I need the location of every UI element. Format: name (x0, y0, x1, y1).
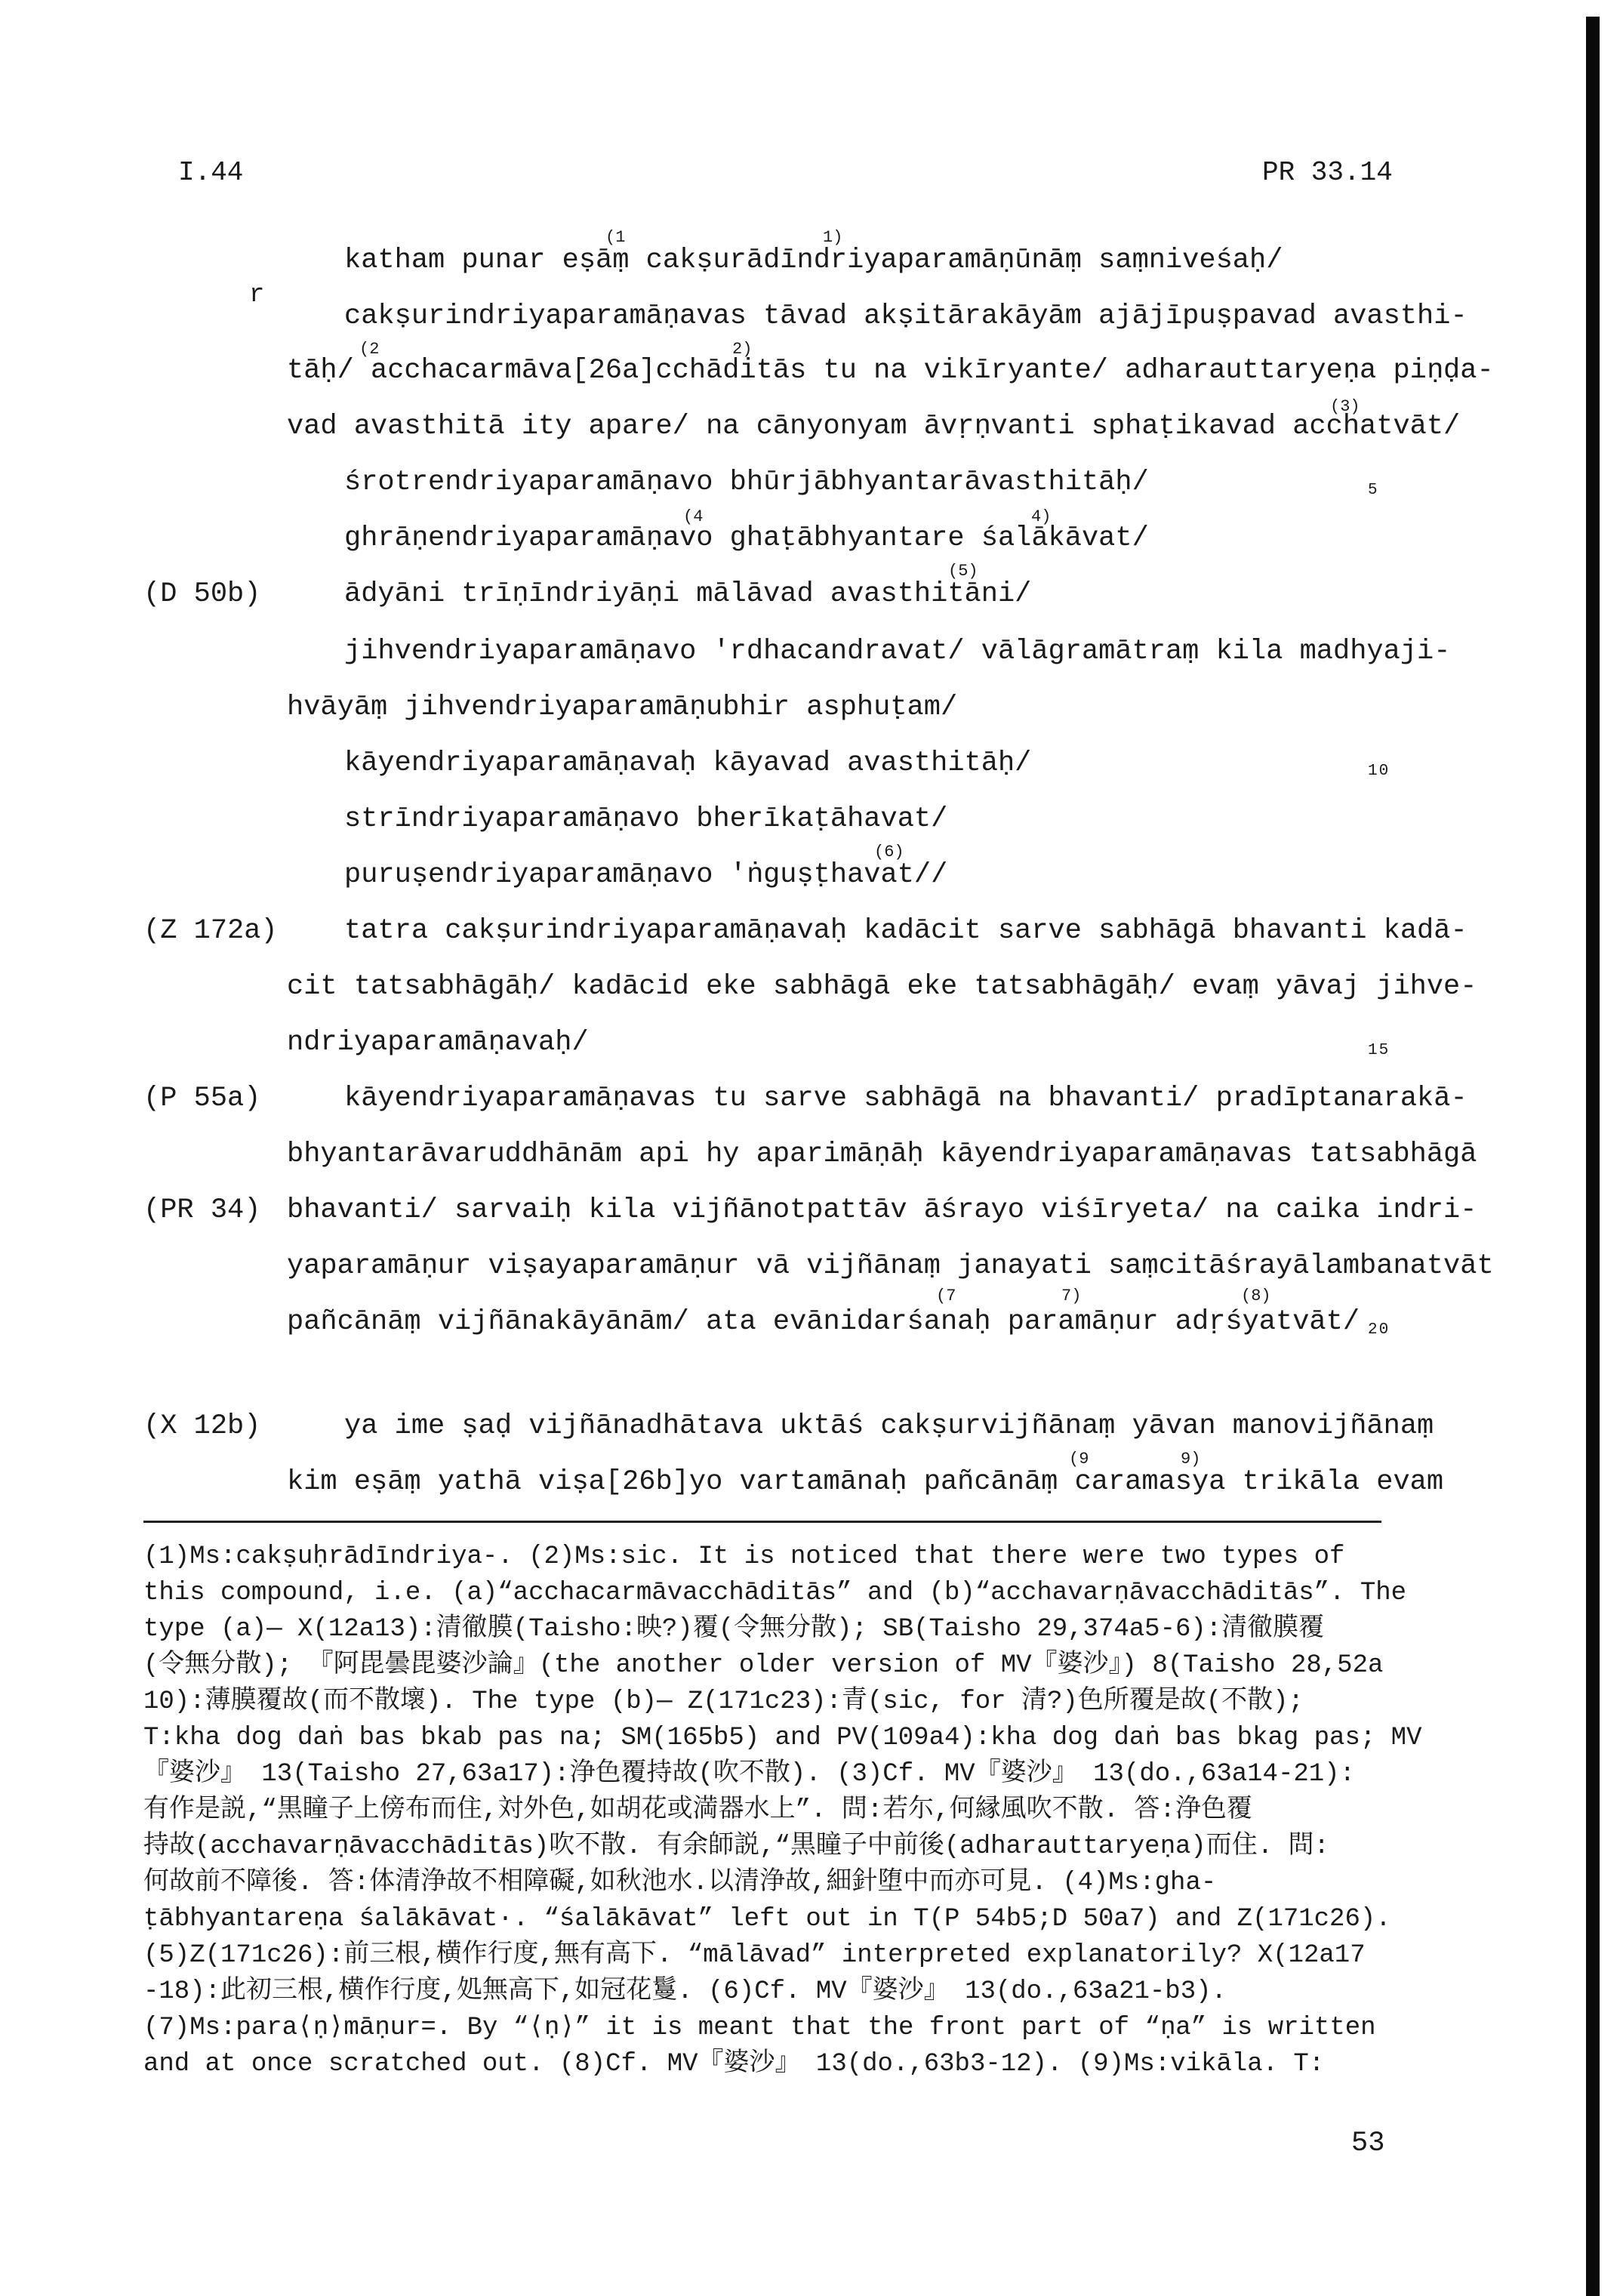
running-header-left: I.44 (178, 157, 244, 188)
text-line: yaparamāṇur viṣayaparamāṇur vā vijñānaṃ janayati saṃcitāśrayālambanatvāt (287, 1250, 1494, 1282)
note-marker: (8) (1241, 1287, 1271, 1305)
text-line: śrotrendriyaparamāṇavo bhūrjābhyantarāvasthitāḥ/ (344, 467, 1149, 498)
text-line: kāyendriyaparamāṇavaḥ kāyavad avasthitāḥ/ (344, 747, 1032, 779)
text-line: katham punar eṣāṃ cakṣurādīndriyaparamāṇūnāṃ saṃniveśaḥ/ (344, 245, 1283, 276)
footnote-line: (5)Z(171c26):前三根,横作行度,無有高下. “mālāvad” interpreted explanatorily? X(12a17 (143, 1941, 1366, 1970)
note-marker: (4 (683, 507, 704, 526)
footnote-line: 『婆沙』 13(Taisho 27,63a17):浄色覆持故(吹不散). (3)Cf. MV『婆沙』 13(do.,63a14-21): (143, 1760, 1355, 1789)
margin-reference: (D 50b) (143, 578, 261, 610)
footnote-line: type (a)— X(12a13):清徹膜(Taisho:映?)覆(令無分散); SB(Taisho 29,374a5-6):清徹膜覆 (143, 1615, 1325, 1644)
text-line: ādyāni trīṇīndriyāṇi mālāvad avasthitāni/ (344, 578, 1032, 610)
note-marker: (2 (359, 340, 380, 359)
text-line: hvāyāṃ jihvendriyaparamāṇubhir asphuṭam/ (287, 692, 958, 723)
text-line: tāḥ/ acchacarmāva[26a]cchāditās tu na vikīryante/ adharauttaryeṇa piṇḍa- (287, 355, 1494, 387)
line-number: 20 (1368, 1321, 1390, 1339)
text-line: ndriyaparamāṇavaḥ/ (287, 1027, 589, 1059)
note-marker: (9 (1069, 1450, 1089, 1469)
note-marker: (1 (605, 228, 626, 247)
text-line: pañcānāṃ vijñānakāyānām/ ata evānidarśanaḥ paramāṇur adṛśyatvāt/ (287, 1306, 1360, 1338)
note-marker: (3) (1330, 397, 1360, 416)
text-line: tatra cakṣurindriyaparamāṇavaḥ kadācit sarve sabhāgā bhavanti kadā- (344, 915, 1467, 947)
footnote-line: this compound, i.e. (a)“acchacarmāvacchāditās” and (b)“acchavarṇāvacchāditās”. The (143, 1579, 1407, 1607)
margin-reference: (Z 172a) (143, 915, 278, 947)
running-header-right: PR 33.14 (1262, 157, 1393, 188)
note-marker: 4) (1031, 507, 1052, 526)
text-line: kāyendriyaparamāṇavas tu sarve sabhāgā na bhavanti/ pradīptanarakā- (344, 1083, 1467, 1114)
line-number: 15 (1368, 1042, 1390, 1059)
text-line: ya ime ṣaḍ vijñānadhātava uktāś cakṣurvijñānaṃ yāvan manovijñānaṃ (344, 1410, 1434, 1442)
margin-reference: (P 55a) (143, 1083, 261, 1114)
note-marker: (7 (936, 1287, 956, 1305)
text-line: cit tatsabhāgāḥ/ kadācid eke sabhāgā eke tatsabhāgāḥ/ evaṃ yāvaj jihve- (287, 971, 1477, 1003)
text-line: vad avasthitā ity apare/ na cānyonyam āvṛṇvanti sphaṭikavad acchatvāt/ (287, 411, 1461, 442)
footnote-line: (7)Ms:para⟨ṇ⟩māṇur=. By “⟨ṇ⟩” it is meant that the front part of “ṇa” is written (143, 2014, 1376, 2042)
footnote-line: 何故前不障後. 答:体清浄故不相障礙,如秋池水.以清浄故,細針堕中而亦可見. (4)Ms:gha- (143, 1869, 1217, 1897)
line-number: 10 (1368, 763, 1390, 780)
note-marker: 1) (823, 228, 843, 247)
page-number: 53 (1351, 2128, 1385, 2159)
footnote-rule (143, 1521, 1381, 1523)
note-marker: (5) (948, 562, 978, 581)
footnote-line: 有作是説,“黒瞳子上傍布而住,対外色,如胡花或満器水上”. 問:若尓,何縁風吹不散. 答:浄色覆 (143, 1796, 1252, 1825)
footnote-line: (令無分散); 『阿毘曇毘婆沙論』(the another older version of MV『婆沙』) 8(Taisho 28,52a (143, 1651, 1384, 1680)
text-line: bhyantarāvaruddhānām api hy aparimāṇāḥ kāyendriyaparamāṇavas tatsabhāgā (287, 1139, 1477, 1170)
note-marker: 7) (1061, 1287, 1082, 1305)
footnote-line: T:kha dog daṅ bas bkab pas na; SM(165b5) and PV(109a4):kha dog daṅ bas bkag pas; MV (143, 1724, 1422, 1752)
text-line: kim eṣāṃ yathā viṣa[26b]yo vartamānaḥ pañcānāṃ caramasya trikāla evam (287, 1466, 1444, 1498)
text-line: jihvendriyaparamāṇavo 'rdhacandravat/ vālāgramātraṃ kila madhyaji- (344, 636, 1451, 667)
text-line: cakṣurindriyaparamāṇavas tāvad akṣitārakāyām ajājīpuṣpavad avasthi- (344, 300, 1467, 332)
text-line: strīndriyaparamāṇavo bherīkaṭāhavat/ (344, 803, 948, 835)
text-line: ghrāṇendriyaparamāṇavo ghaṭābhyantare śalākāvat/ (344, 522, 1149, 554)
footnote-line: ṭābhyantareṇa śalākāvat·. “śalākāvat” left out in T(P 54b5;D 50a7) and Z(171c26). (143, 1905, 1391, 1934)
text-line: bhavanti/ sarvaiḥ kila vijñānotpattāv āśrayo viśīryeta/ na caika indri- (287, 1194, 1477, 1226)
margin-reference: (X 12b) (143, 1410, 261, 1442)
note-marker: 2) (732, 340, 753, 359)
scan-edge-bar (1586, 17, 1600, 2296)
note-marker: (6) (874, 843, 904, 861)
margin-mark: r (249, 281, 265, 310)
footnote-line: -18):此初三根,横作行度,処無高下,如冠花鬘. (6)Cf. MV『婆沙』 13(do.,63a21-b3). (143, 1977, 1227, 2006)
footnote-line: 10):薄膜覆故(而不散壞). The type (b)— Z(171c23):青(sic, for 清?)色所覆是故(不散); (143, 1687, 1304, 1716)
margin-reference: (PR 34) (143, 1194, 261, 1226)
line-number: 5 (1368, 482, 1379, 499)
text-line: puruṣendriyaparamāṇavo 'ṅguṣṭhavat// (344, 859, 948, 891)
footnote-line: (1)Ms:cakṣuḥrādīndriya-. (2)Ms:sic. It is noticed that there were two types of (143, 1542, 1345, 1571)
footnote-line: and at once scratched out. (8)Cf. MV『婆沙』 13(do.,63b3-12). (9)Ms:vikāla. T: (143, 2050, 1325, 2079)
footnote-line: 持故(acchavarṇāvacchāditās)吹不散. 有余師説,“黒瞳子中前後(adharauttaryeṇa)而住. 問: (143, 1832, 1329, 1861)
note-marker: 9) (1181, 1450, 1201, 1469)
